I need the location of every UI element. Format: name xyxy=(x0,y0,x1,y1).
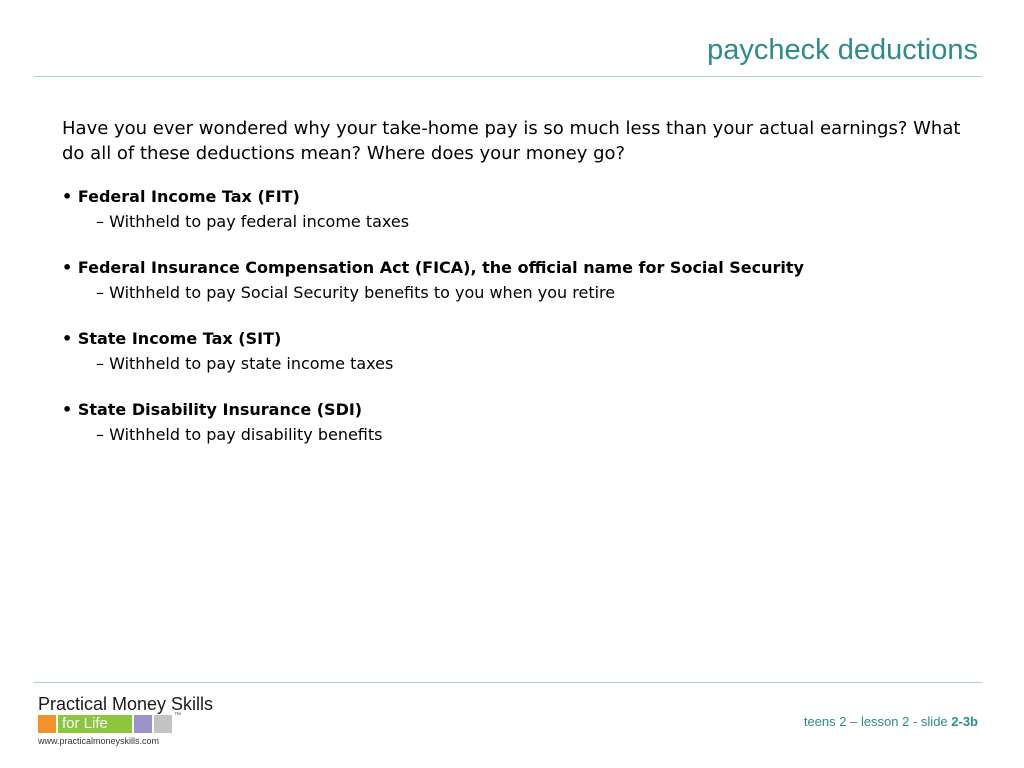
logo-name: Practical Money Skills xyxy=(38,694,214,714)
intro-paragraph: Have you ever wondered why your take-home pay is so much less than your actual earnings? What do all of these deductions mean? Where does your money go? xyxy=(62,118,961,164)
deduction-heading xyxy=(62,399,962,421)
logo-tagline: for Life xyxy=(58,715,132,733)
slide-content xyxy=(62,116,962,470)
title-divider xyxy=(34,76,982,77)
slide-title: paycheck deductions xyxy=(707,34,978,66)
footer-slide-number: 2-3b xyxy=(951,714,978,729)
deduction-heading xyxy=(62,186,962,208)
deduction-detail xyxy=(96,424,962,446)
bullet-marker: • xyxy=(62,400,73,419)
deduction-heading-text: Federal Insurance Compensation Act (FICA), the official name for Social Security xyxy=(77,258,804,277)
deduction-detail xyxy=(96,282,962,304)
deduction-heading xyxy=(62,257,962,279)
logo-orange-square xyxy=(38,715,56,733)
deduction-detail-text: Withheld to pay state income taxes xyxy=(109,354,394,373)
bullet-marker: • xyxy=(62,329,73,348)
dash-marker: – xyxy=(96,283,104,302)
footer-divider xyxy=(34,682,982,683)
deduction-detail-text: Withheld to pay federal income taxes xyxy=(109,212,410,231)
deduction-item-sdi xyxy=(62,399,962,446)
dash-marker: – xyxy=(96,212,104,231)
deduction-detail xyxy=(96,211,962,233)
deduction-detail-text: Withheld to pay Social Security benefits to you when you retire xyxy=(109,283,616,302)
deduction-heading-text: State Income Tax (SIT) xyxy=(77,329,282,348)
bullet-marker: • xyxy=(62,187,73,206)
slide-footer xyxy=(804,714,978,729)
logo-purple-square xyxy=(134,715,152,733)
footer-lesson-text: teens 2 – lesson 2 - slide xyxy=(803,714,952,729)
deduction-item-fit xyxy=(62,186,962,233)
deduction-detail-text: Withheld to pay disability benefits xyxy=(109,425,383,444)
deduction-detail xyxy=(96,353,962,375)
logo-gray-square xyxy=(154,715,172,733)
deduction-item-sit xyxy=(62,328,962,375)
deduction-heading xyxy=(62,328,962,350)
practical-money-skills-logo xyxy=(38,694,228,750)
logo-url: www.practicalmoneyskills.com xyxy=(38,736,160,746)
bullet-marker: • xyxy=(62,258,73,277)
deduction-item-fica xyxy=(62,257,962,304)
deduction-heading-text: Federal Income Tax (FIT) xyxy=(77,187,300,206)
deduction-heading-text: State Disability Insurance (SDI) xyxy=(77,400,363,419)
dash-marker: – xyxy=(96,354,104,373)
dash-marker: – xyxy=(96,425,104,444)
logo-trademark: ™ xyxy=(174,712,181,719)
